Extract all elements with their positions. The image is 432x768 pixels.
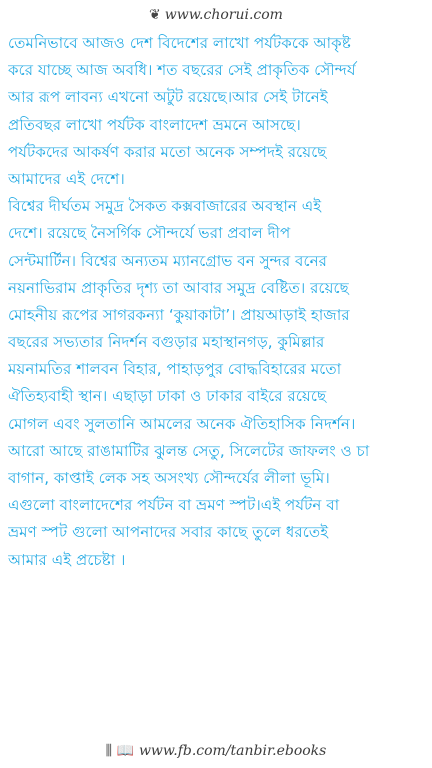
text-line: আমাদের এই দেশে। <box>8 169 125 188</box>
text-line: ভ্রমণ স্পট গুলো আপনাদের সবার কাছে তুলে ধরতেই <box>8 523 329 542</box>
text-line: সেন্টমার্টিন। বিশ্বের অন্যতম ম্যানগ্রোভ বন সুন্দর বনের <box>8 251 328 270</box>
page-footer <box>0 740 432 762</box>
leaf-icon: ❦ <box>149 7 161 23</box>
text-line: ময়নামতির শালবন বিহার, পাহাড়পুর বোদ্ধবিহারের মতো <box>8 360 342 379</box>
text-line: করে যাচ্ছে আজ অবধি। শত বছরের সেই প্রাকৃতিক সৌন্দর্য <box>8 61 356 80</box>
library-book-icon: ⫼ 📖 <box>105 743 134 759</box>
text-line: আরো আছে রাঙামাটির ঝুলন্ত সেতু, সিলেটের জাফলং ও চা <box>8 441 370 460</box>
text-line: এগুলো বাংলাদেশের পর্যটন বা ভ্রমণ স্পট।এই পর্যটন বা <box>8 496 340 515</box>
text-line: আমার এই প্রচেষ্টা । <box>8 550 126 569</box>
text-line: মোগল এবং সুলতানি আমলের অনেক ঐতিহাসিক নিদর্শন। <box>8 414 356 433</box>
text-line: নয়নাভিরাম প্রাকৃতির দৃশ্য তা আবার সমুদ্র বেষ্টিত। রয়েছে <box>8 278 349 297</box>
page-header <box>0 5 432 25</box>
text-line: ঐতিহ্যবাহী স্থান। এছাড়া ঢাকা ও ঢাকার বাইরে রয়েছে <box>8 387 327 406</box>
text-line: আর রূপ লাবন্য এখনো অটুট রয়েছে।আর সেই টানেই <box>8 88 328 107</box>
header-site-link[interactable]: www.chorui.com <box>164 7 283 23</box>
body-paragraph <box>8 30 428 574</box>
text-line: বছরের সভ্যতার নিদর্শন বগুড়ার মহাস্থানগড়, কুমিল্লার <box>8 333 325 352</box>
text-line: প্রতিবছর লাখো পর্যটক বাংলাদেশ ভ্রমনে আসছে। <box>8 115 301 134</box>
text-line: মোহনীয় রূপের সাগরকন্যা ‘কুয়াকাটা’। প্রায়আড়াই হাজার <box>8 305 350 324</box>
footer-fb-link[interactable]: www.fb.com/tanbir.ebooks <box>138 743 327 759</box>
text-line: তেমনিভাবে আজও দেশ বিদেশের লাখো পর্যটককে আকৃষ্ট <box>8 34 351 52</box>
text-line: দেশে। রয়েছে নৈসর্গিক সৌন্দর্যে ভরা প্রবাল দীপ <box>8 224 291 243</box>
text-line: পর্যটকদের আকর্ষণ করার মতো অনেক সম্পদই রয়েছে <box>8 142 327 161</box>
text-line: বাগান, কাপ্তাই লেক সহ অসংখ্য সৌন্দর্যের লীলা ভূমি। <box>8 469 330 487</box>
text-line: বিশ্বের দীর্ঘতম সমুদ্র সৈকত কক্সবাজারের অবস্থান এই <box>8 197 322 216</box>
